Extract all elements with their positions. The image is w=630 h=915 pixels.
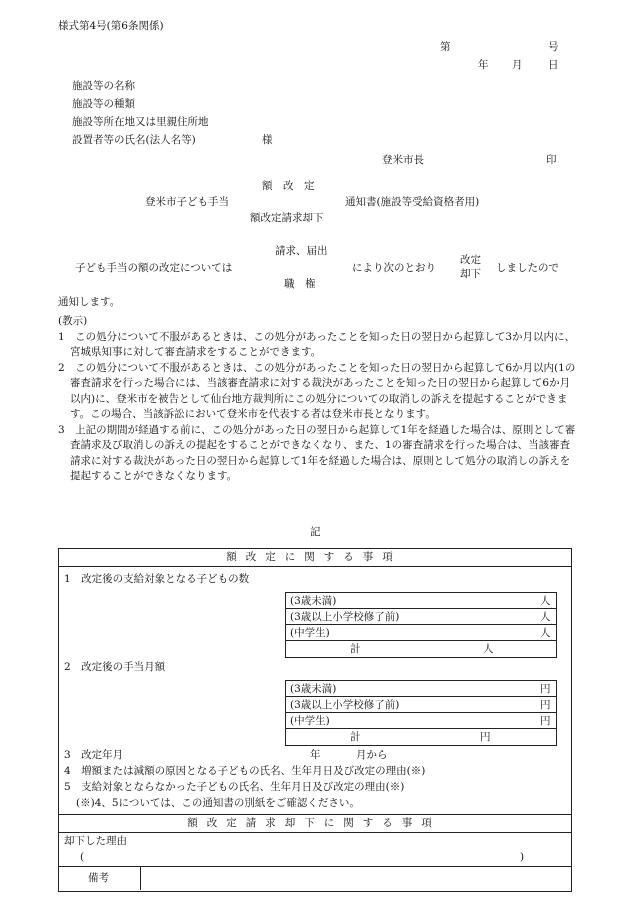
body-middle: により次のとおり — [352, 262, 436, 274]
children-row-unit: 人 — [540, 595, 551, 607]
amount-row-label: (中学生) — [290, 715, 330, 727]
amount-row-unit: 円 — [540, 715, 551, 727]
children-row-label: (中学生) — [290, 627, 330, 639]
reason-top: 請求、届出 — [275, 245, 328, 257]
remarks-divider — [58, 866, 571, 867]
notice-item-2: 2 この処分について不服があるときは、この処分があったことを知った日の翌日から起算して6か月以内(1の審査請求を行った場合には、当該審査請求に対する裁決があったことを知った日の翌日から起算して6か月以内)に、登米市を被告として仙台地方裁判所にこの処分についての取消しの訴えを提起することができます。この場合、当該訴訟において登米市を代表する者は登米市長となります。 — [58, 361, 576, 420]
children-row-unit: 人 — [540, 611, 551, 623]
notice-heading: (教示) — [58, 315, 88, 327]
item2-label: 2 改定後の手当月額 — [64, 661, 166, 673]
date-month: 月 — [512, 59, 523, 71]
issuer-title: 登米市長 — [382, 154, 424, 166]
children-row-label: (3歳以上小学校修了前) — [290, 611, 400, 623]
amount-total-label: 計 — [350, 731, 361, 743]
remarks-vline — [140, 866, 141, 890]
facility-type-label: 施設等の種類 — [72, 98, 135, 110]
section2-divider — [58, 832, 571, 833]
result-top: 改定 — [460, 254, 481, 266]
paren-close: ) — [520, 851, 525, 863]
amount-row-unit: 円 — [540, 699, 551, 711]
founder-name-label: 設置者等の氏名(法人名等) — [72, 134, 196, 146]
amount-row-label: (3歳未満) — [290, 683, 337, 695]
notice-section — [58, 314, 578, 485]
reject-reason-label: 却下した理由 — [64, 835, 127, 847]
sama-label: 様 — [262, 134, 273, 146]
facility-address-label: 施設等所在地又は里親住所地 — [72, 116, 209, 128]
children-total-label: 計 — [350, 643, 361, 655]
children-total-unit: 人 — [483, 643, 494, 655]
amount-row-label: (3歳以上小学校修了前) — [290, 699, 400, 711]
title-prefix: 登米市子ども手当 — [145, 196, 229, 208]
item1-label: 1 改定後の支給対象となる子どもの数 — [64, 573, 250, 585]
children-row-label: (3歳未満) — [290, 595, 337, 607]
notice-item-1: 1 この処分について不服があるときは、この処分があったことを知った日の翌日から起算して3か月以内に、宮城県知事に対して審査請求をすることができます。 — [58, 330, 576, 358]
ki-mark: 記 — [310, 526, 321, 538]
title-option-top: 額 改 定 — [262, 180, 315, 192]
amount-row-unit: 円 — [540, 683, 551, 695]
table-note: (※)4、5については、この通知書の別紙をご確認ください。 — [76, 797, 360, 809]
remarks-label: 備考 — [88, 872, 109, 884]
item3-year: 年 — [310, 749, 321, 761]
paren-open: ( — [80, 851, 85, 863]
facility-name-label: 施設等の名称 — [72, 80, 135, 92]
result-bottom: 却下 — [460, 268, 481, 280]
date-day: 日 — [548, 59, 559, 71]
form-label: 様式第4号(第6条関係) — [58, 20, 164, 32]
section2-top-divider — [58, 814, 571, 815]
section1-divider — [58, 566, 571, 567]
number-dai: 第 — [440, 41, 451, 53]
date-year: 年 — [478, 59, 489, 71]
body-tail: しましたので — [496, 262, 559, 274]
number-go: 号 — [548, 41, 559, 53]
section1-header: 額改定に関する事項 — [226, 551, 402, 563]
notice-item-3: 3 上記の期間が経過する前に、この処分があった日の翌日から起算して1年を経過した場合は、原則として審査請求及び取消しの訴えの提起をすることができなくなり、また、1の審査請求を行った場合は、当該審査請求に対する裁決があった日の翌日から起算して1年を経過した場合は、原則として処分の取消しの訴えを提起することができなくなります。 — [58, 423, 576, 482]
body-lead: 子ども手当の額の改定については — [75, 262, 233, 274]
title-option-bottom: 額改定請求却下 — [250, 212, 324, 224]
item4-label: 4 増額または減額の原因となる子どもの氏名、生年月日及び改定の理由(※) — [64, 765, 426, 777]
item3-month: 月から — [356, 749, 388, 761]
children-row-unit: 人 — [540, 627, 551, 639]
title-suffix: 通知書(施設等受給資格者用) — [345, 196, 480, 208]
body-line2: 通知します。 — [58, 296, 121, 308]
seal-mark: 印 — [546, 154, 557, 166]
amount-total-unit: 円 — [480, 731, 491, 743]
reason-bottom: 職 権 — [284, 278, 316, 290]
item3-label: 3 改定年月 — [64, 749, 124, 761]
item5-label: 5 支給対象とならなかった子どもの氏名、生年月日及び改定の理由(※) — [64, 781, 405, 793]
section2-header: 額改定請求却下に関する事項 — [187, 817, 441, 829]
